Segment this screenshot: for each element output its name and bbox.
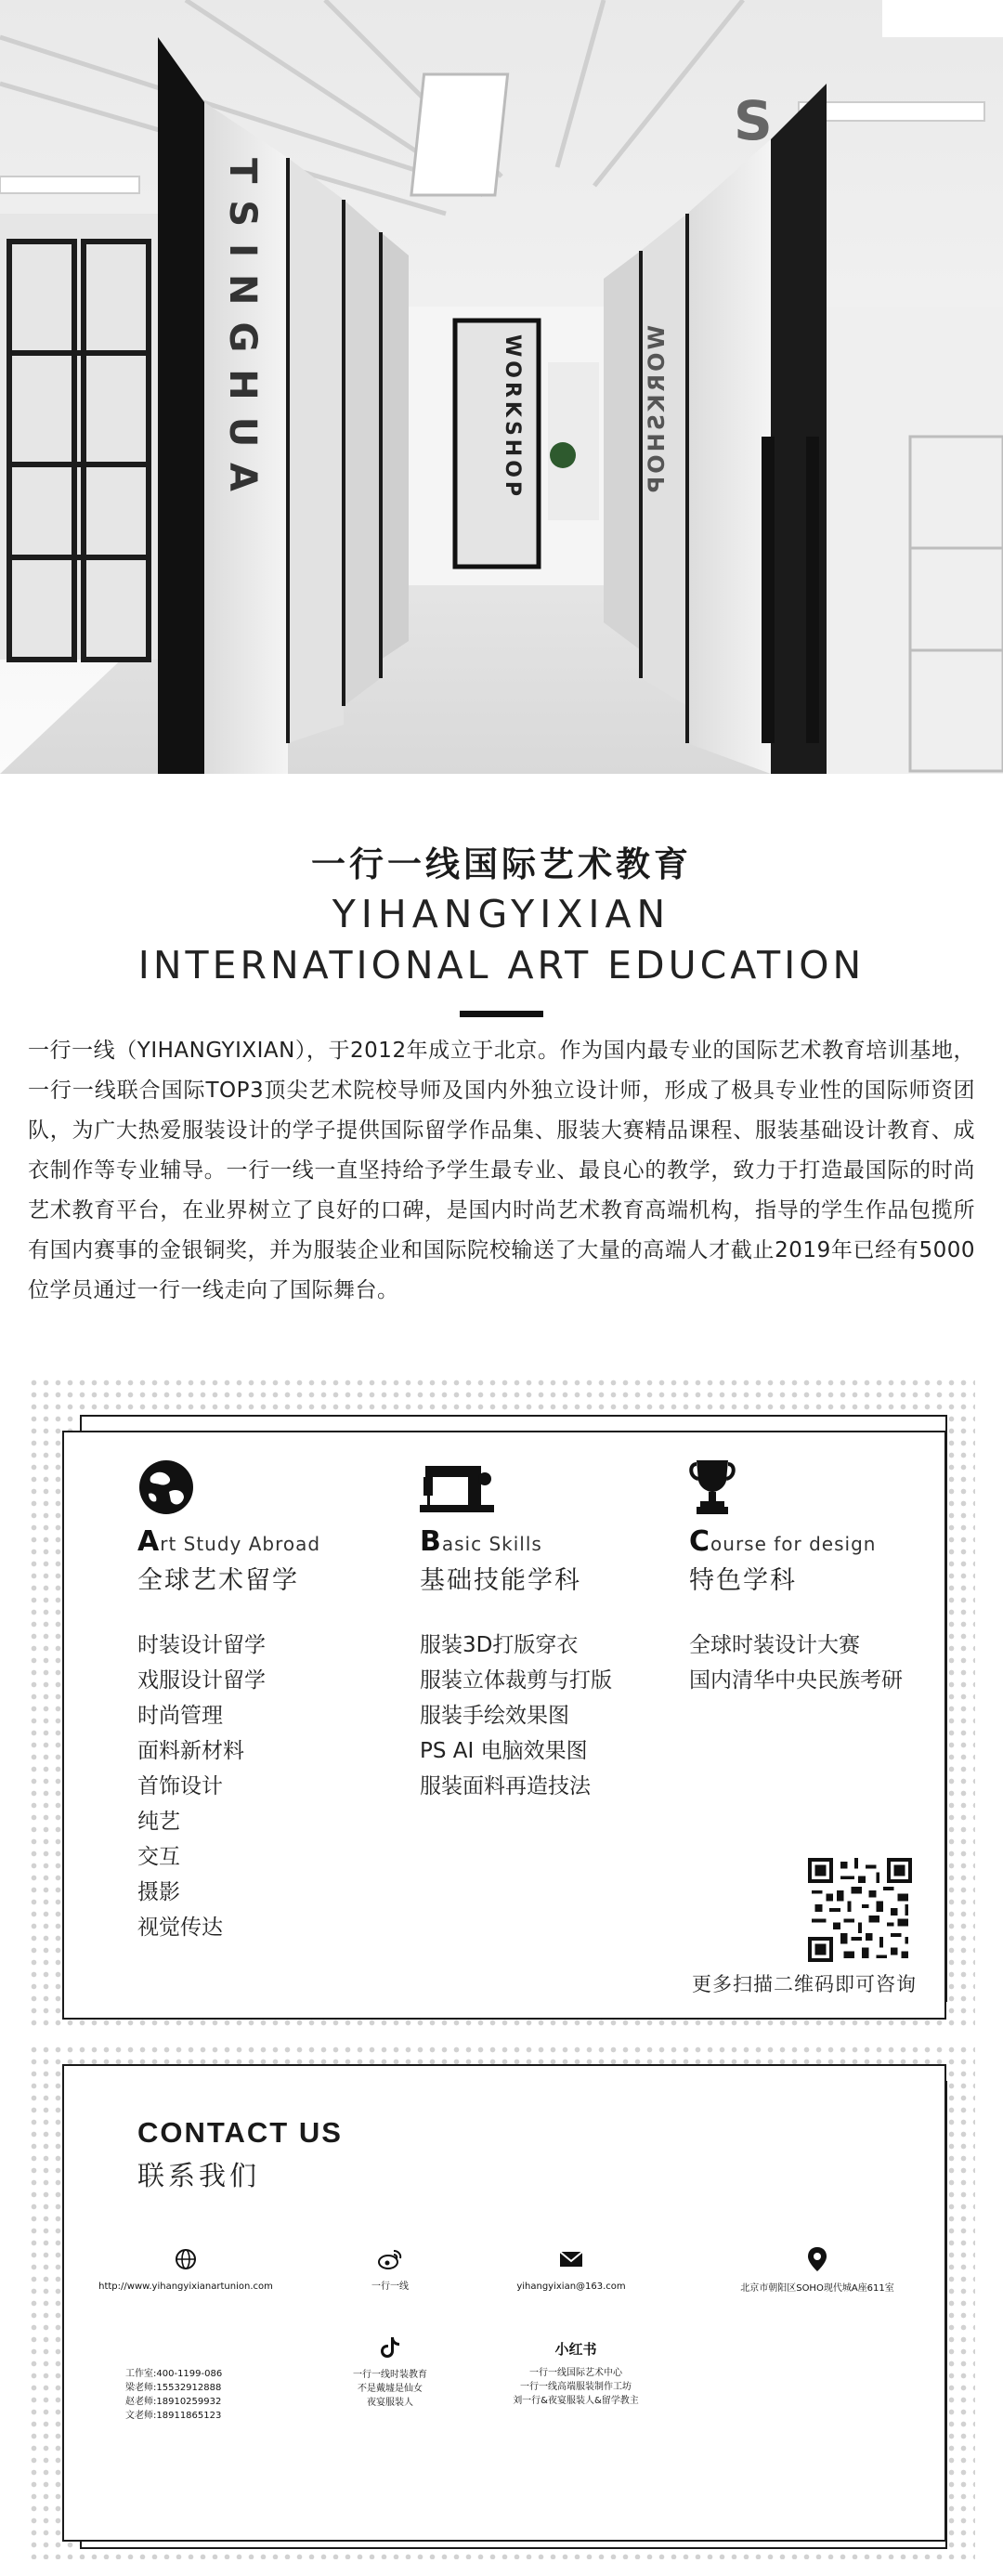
contact-website[interactable] (93, 2248, 279, 2294)
course-en-title: Art Study Abroad (137, 1525, 321, 1558)
course-en-title: Course for design (689, 1525, 877, 1558)
door-text-tsinghua: TSINGHUA (221, 158, 264, 508)
course-list (689, 1628, 968, 1698)
list-item: 面料新材料 (137, 1739, 244, 1763)
list-item: 服装面料再造技法 (420, 1774, 591, 1798)
course-en-title: Basic Skills (420, 1525, 542, 1558)
list-item: 国内清华中央民族考研 (689, 1668, 903, 1693)
douyin-line[interactable]: 不是戴墟是仙女 (358, 2384, 423, 2394)
redbook-line[interactable]: 一行一线高端服装制作工坊 (520, 2382, 632, 2392)
list-item: 视觉传达 (137, 1916, 223, 1940)
door-text-mirror: WORKSHOP (644, 325, 670, 496)
list-item: 戏服设计留学 (137, 1668, 266, 1693)
phone-line[interactable]: 梁老师:15532912888 (125, 2383, 222, 2393)
list-item: PS AI 电脑效果图 (420, 1739, 588, 1763)
globe-icon (137, 1458, 416, 1516)
phone-line[interactable]: 文老师:18911865123 (125, 2411, 222, 2421)
qr-code[interactable] (808, 1858, 912, 1962)
course-zh-title: 特色学科 (689, 1566, 797, 1595)
website-text[interactable]: http://www.yihangyixianartunion.com (98, 2282, 273, 2292)
list-item: 首饰设计 (137, 1774, 223, 1798)
contact-email[interactable] (492, 2248, 650, 2294)
phone-line[interactable]: 工作室:400-1199-086 (125, 2369, 223, 2379)
course-column-design (689, 1458, 968, 1698)
contact-phones[interactable] (125, 2367, 255, 2423)
redbook-line[interactable]: 刘一行&夜宴服装人&留学教主 (513, 2396, 639, 2406)
list-item: 服装手绘效果图 (420, 1704, 569, 1728)
list-item: 服装3D打版穿衣 (420, 1633, 579, 1657)
qr-caption: 更多扫描二维码即可咨询 (692, 1973, 917, 1995)
course-zh-title: 基础技能学科 (420, 1566, 581, 1595)
weibo-text[interactable]: 一行一线 (371, 2282, 409, 2292)
contact-douyin[interactable] (330, 2336, 450, 2410)
douyin-icon (380, 2336, 400, 2359)
trophy-icon (689, 1458, 968, 1516)
course-column-study-abroad (137, 1458, 416, 1945)
list-item: 服装立体裁剪与打版 (420, 1668, 612, 1693)
door-text-workshop: WORKSHOP (501, 334, 524, 501)
list-item: 交互 (137, 1845, 180, 1869)
course-zh-title: 全球艺术留学 (137, 1566, 299, 1595)
globe-icon (175, 2248, 197, 2270)
address-text: 北京市朝阳区SOHO现代城A座611室 (740, 2283, 894, 2294)
list-item: 时装设计留学 (137, 1633, 266, 1657)
course-column-basic-skills (420, 1458, 698, 1804)
page-title: 一行一线国际艺术教育 (311, 844, 692, 884)
svg-text:S: S (734, 89, 773, 152)
page-subtitle-line1: YIHANGYIXIAN (332, 892, 671, 936)
course-list (137, 1628, 416, 1945)
list-item: 时尚管理 (137, 1704, 223, 1728)
list-item: 全球时装设计大赛 (689, 1633, 860, 1657)
list-item: 摄影 (137, 1880, 180, 1904)
page-subtitle-line2: INTERNATIONAL ART EDUCATION (137, 943, 866, 987)
sewing-machine-icon (420, 1458, 698, 1516)
mail-icon (559, 2248, 583, 2270)
intro-paragraph: 一行一线（YIHANGYIXIAN），于2012年成立于北京。作为国内最专业的国际艺术教育培训基地，一行一线联合国际TOP3顶尖艺术院校导师及国内外独立设计师，形成了极具专业性的国际师资团队，为广大热爱服装设计的学子提供国际留学作品集、服装大赛精品课程、服装基础设计教育、成衣制作等专业辅导。一行一线一直坚持给予学生最专业、最良心的教学，致力于打造最国际的时尚艺术教育平台，在业界树立了良好的口碑，是国内时尚艺术教育高端机构，指导的学生作品包揽所有国内赛事的金银铜奖，并为服装企业和国际院校输送了大量的高端人才截止2019年已经有5000位学员通过一行一线走向了国际舞台。 (28, 1039, 975, 1302)
douyin-line[interactable]: 夜宴服装人 (367, 2398, 413, 2408)
contact-address (724, 2246, 910, 2295)
weibo-icon (378, 2248, 402, 2270)
course-list (420, 1628, 698, 1804)
email-text[interactable]: yihangyixian@163.com (516, 2282, 626, 2292)
redbook-line[interactable]: 一行一线国际艺术中心 (529, 2368, 622, 2378)
contact-subtitle: 联系我们 (137, 2160, 261, 2191)
location-pin-icon (807, 2246, 827, 2272)
douyin-line[interactable]: 一行一线时装教育 (353, 2370, 427, 2380)
list-item: 纯艺 (137, 1810, 180, 1834)
phone-line[interactable]: 赵老师:18910259932 (125, 2397, 222, 2407)
contact-weibo[interactable] (334, 2248, 446, 2294)
hero-photo (0, 0, 1003, 774)
contact-redbook[interactable] (497, 2343, 655, 2408)
redbook-icon: 小红书 (554, 2341, 597, 2358)
contact-title: CONTACT US (137, 2116, 343, 2149)
title-divider (460, 1011, 543, 1017)
